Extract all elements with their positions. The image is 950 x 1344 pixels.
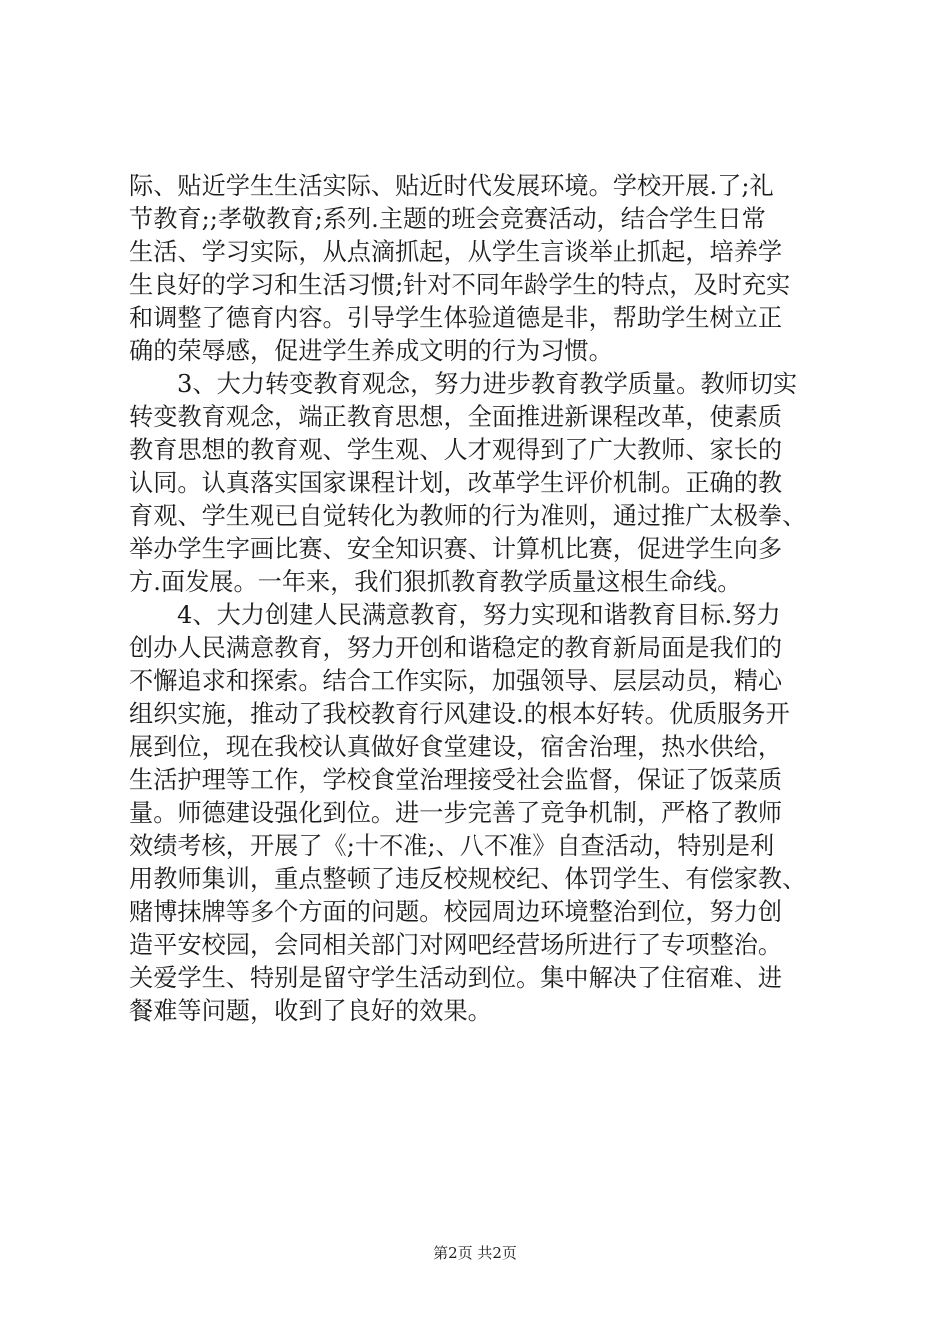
text-line: 节教育;;孝敬教育;系列.主题的班会竞赛活动，结合学生日常: [129, 205, 766, 233]
text-line: 举办学生字画比赛、安全知识赛、计算机比赛，促进学生向多: [129, 535, 783, 563]
text-line: 认同。认真落实国家课程计划，改革学生评价机制。正确的教: [129, 469, 783, 497]
text-line: 关爱学生、特别是留守学生活动到位。集中解决了住宿难、进: [129, 964, 783, 992]
text-line: 教育思想的教育观、学生观、人才观得到了广大教师、家长的: [129, 436, 783, 464]
text-line: 效绩考核，开展了《;十不准;、八不准》自查活动，特别是利: [129, 832, 775, 860]
paragraph-3-first-line: 3、大力转变教育观念，努力进步教育教学质量。教师切实: [177, 370, 798, 398]
page-footer: 第2页 共2页: [433, 1244, 517, 1262]
text-line: 际、贴近学生生活实际、贴近时代发展环境。学校开展.了;礼: [129, 172, 774, 200]
text-line: 确的荣辱感，促进学生养成文明的行为习惯。: [129, 337, 613, 365]
text-line: 组织实施，推动了我校教育行风建设.的根本好转。优质服务开: [129, 700, 790, 728]
text-line: 和调整了德育内容。引导学生体验道德是非，帮助学生树立正: [129, 304, 783, 332]
text-line: 量。师德建设强化到位。进一步完善了竞争机制，严格了教师: [129, 799, 783, 827]
text-line: 造平安校园，会同相关部门对网吧经营场所进行了专项整治。: [129, 931, 783, 959]
text-line: 方.面发展。一年来，我们狠抓教育教学质量这根生命线。: [129, 568, 742, 596]
text-line: 展到位，现在我校认真做好食堂建设，宿舍治理，热水供给，: [129, 733, 783, 761]
text-line: 赌博抹牌等多个方面的问题。校园周边环境整治到位，努力创: [129, 898, 783, 926]
text-line: 转变教育观念，端正教育思想，全面推进新课程改革，使素质: [129, 403, 783, 431]
text-line: 生活护理等工作，学校食堂治理接受社会监督，保证了饭菜质: [129, 766, 783, 794]
text-line: 创办人民满意教育，努力开创和谐稳定的教育新局面是我们的: [129, 634, 783, 662]
text-line: 育观、学生观已自觉转化为教师的行为准则，通过推广太极拳、: [129, 502, 807, 530]
body-text: [129, 170, 859, 1028]
text-line: 不懈追求和探索。结合工作实际，加强领导、层层动员，精心: [129, 667, 783, 695]
text-line: 用教师集训，重点整顿了违反校规校纪、体罚学生、有偿家教、: [129, 865, 807, 893]
text-line: 生良好的学习和生活习惯;针对不同年龄学生的特点，及时充实: [129, 271, 791, 299]
paragraph-4-first-line: 4、大力创建人民满意教育，努力实现和谐教育目标.努力: [177, 601, 781, 629]
text-line: 餐难等问题，收到了良好的效果。: [129, 997, 492, 1025]
text-line: 生活、学习实际，从点滴抓起，从学生言谈举止抓起，培养学: [129, 238, 783, 266]
